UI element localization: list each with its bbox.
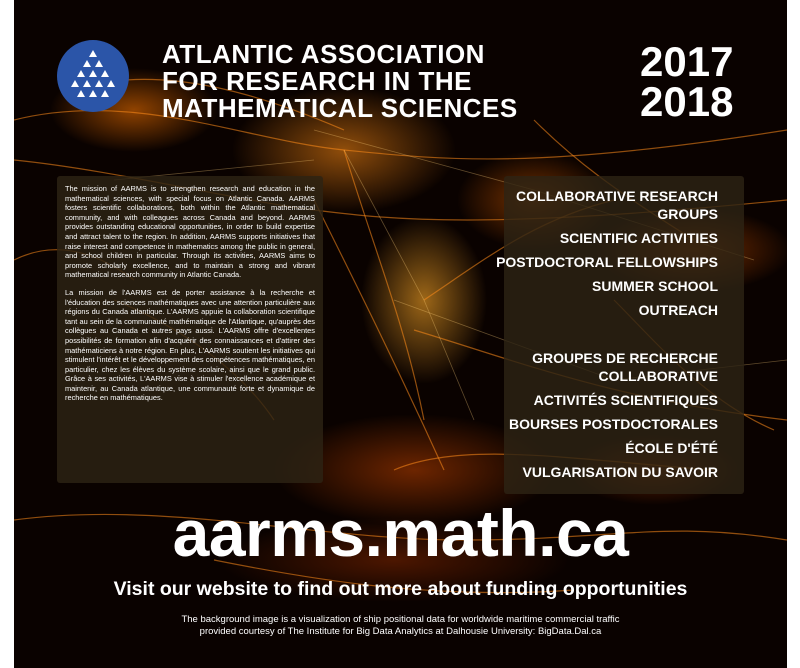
topic-activites-scientifiques: ACTIVITÉS SCIENTIFIQUES <box>533 392 718 408</box>
title-line: FOR RESEARCH IN THE <box>162 66 472 96</box>
topic-scientific-activities: SCIENTIFIC ACTIVITIES <box>559 230 718 246</box>
topic-outreach: OUTREACH <box>638 302 718 318</box>
topic-ecole-d-ete: ÉCOLE D'ÉTÉ <box>625 440 718 456</box>
image-credit <box>14 614 787 638</box>
title-line: MATHEMATICAL SCIENCES <box>162 93 518 123</box>
topic-bourses-postdoctorales: BOURSES POSTDOCTORALES <box>509 416 718 432</box>
credit-line: The background image is a visualization of ship positional data for worldwide maritime commercial traffic <box>181 614 620 625</box>
topic-groupes-de-recherche-cont: COLLABORATIVE <box>598 368 718 384</box>
credit-line: provided courtesy of The Institute for Big Data Analytics at Dalhousie University: BigData.Dal.ca <box>199 626 602 637</box>
topic-collaborative-research-cont: GROUPS <box>657 206 718 222</box>
topic-vulgarisation-du-savoir: VULGARISATION DU SAVOIR <box>522 464 718 480</box>
topic-summer-school: SUMMER SCHOOL <box>592 278 718 294</box>
mission-english: The mission of AARMS is to strengthen research and education in the mathematical sciences, with special focus on Atlantic Canada. AARMS fosters scientific collaborations, both within the Atlantic mathematical community, and with colleagues across Canada and beyond. AARMS provides outstanding educational opportunities, in order to build expertise and attract talent to the region. In addition, AARMS supports initiatives that raise interest and competence in mathematics among the public in general, and school children in particular. Through its activities, AARMS aims to promote scholarly excellence, and to maintain a strong and vibrant mathematical research community in Atlantic Canada. <box>65 184 315 280</box>
topic-postdoctoral-fellowships: POSTDOCTORAL FELLOWSHIPS <box>496 254 718 270</box>
year-end: 2018 <box>640 78 734 125</box>
title-line: ATLANTIC ASSOCIATION <box>162 39 485 69</box>
funding-call-to-action: Visit our website to find out more about funding opportunities <box>113 578 688 600</box>
organization-title <box>162 41 518 122</box>
topic-groupes-de-recherche: GROUPES DE RECHERCHE <box>532 350 718 366</box>
programs-panel <box>496 176 744 494</box>
aarms-logo-icon <box>57 40 129 112</box>
mission-french: La mission de l'AARMS est de porter assistance à la recherche et l'éducation des sciences mathématiques avec une attention particulière aux régions du Canada atlantique. L'AARMS appuie la collaboration scientifique tant au sein de la communauté mathématique de l'Atlantique, qu'auprès des collègues au Canada et autres pays aussi. L'AARMS offre d'excellentes possibilités de formation afin d'acquérir des connaissances et d'attirer des mathématiciens à notre région. En plus, L'AARMS soutient les initiatives qui stimulent l'intérêt et le développement des compétences mathématiques, en particulier, chez les élèves du système scolaire, ainsi que le grand public. Grâce à ses activités, L'AARMS vise à stimuler l'excellence académique et maintenir, au Canada atlantique, une communauté forte et dynamique de recherche en mathématiques. <box>65 287 315 403</box>
year-start: 2017 <box>640 38 734 85</box>
website-url: aarms.math.ca <box>172 496 629 570</box>
poster <box>14 0 787 668</box>
topic-collaborative-research: COLLABORATIVE RESEARCH <box>516 188 718 204</box>
academic-year <box>640 38 734 125</box>
mission-statement-panel <box>57 176 323 483</box>
